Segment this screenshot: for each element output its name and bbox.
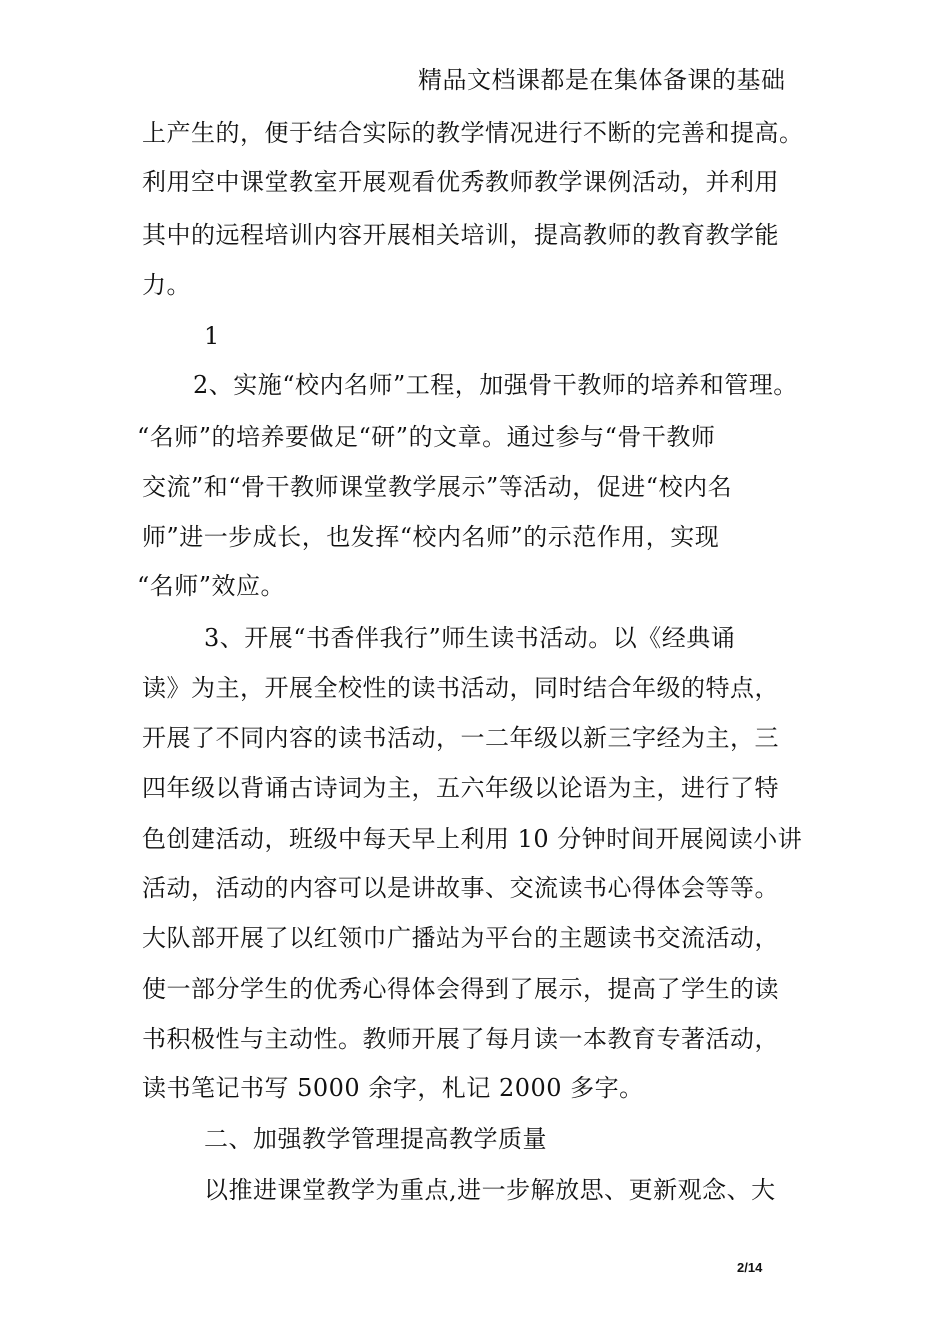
- text-line: 1: [204, 322, 220, 350]
- text-line: 2、实施“校内名师”工程，加强骨干教师的培养和管理。: [193, 371, 798, 399]
- text-line: 师”进一步成长，也发挥“校内名师”的示范作用，实现: [142, 523, 720, 551]
- text-line: 开展了不同内容的读书活动，一二年级以新三字经为主，三: [142, 724, 779, 752]
- text-line: 书积极性与主动性。教师开展了每月读一本教育专著活动，: [142, 1025, 779, 1053]
- section-heading: 二、加强教学管理提高教学质量: [204, 1125, 547, 1153]
- text-line: “名师”效应。: [137, 572, 286, 600]
- text-line: 活动，活动的内容可以是讲故事、交流读书心得体会等等。: [142, 874, 779, 902]
- text-line: 其中的远程培训内容开展相关培训，提高教师的教育教学能: [142, 221, 779, 249]
- text-line: 以推进课堂教学为重点,进一步解放思、更新观念、大: [204, 1176, 776, 1204]
- page-number: 2/14: [737, 1260, 763, 1275]
- text-line: 读书笔记书写 5000 余字，札记 2000 多字。: [142, 1074, 644, 1102]
- text-line: “名师”的培养要做足“研”的文章。通过参与“骨干教师: [137, 423, 716, 451]
- text-line: 大队部开展了以红领巾广播站为平台的主题读书交流活动，: [142, 924, 779, 952]
- text-line: 力。: [142, 271, 191, 299]
- text-line: 3、开展“书香伴我行”师生读书活动。以《经典诵: [204, 624, 736, 652]
- text-line: 利用空中课堂教室开展观看优秀教师教学课例活动，并利用: [142, 168, 779, 196]
- text-line: 四年级以背诵古诗词为主，五六年级以论语为主，进行了特: [142, 774, 779, 802]
- text-line: 上产生的，便于结合实际的教学情况进行不断的完善和提高。: [142, 119, 804, 147]
- text-line: 使一部分学生的优秀心得体会得到了展示，提高了学生的读: [142, 975, 779, 1003]
- text-line: 精品文档课都是在集体备课的基础: [418, 66, 786, 94]
- text-line: 交流”和“骨干教师课堂教学展示”等活动，促进“校内名: [142, 473, 733, 501]
- text-line: 读》为主，开展全校性的读书活动，同时结合年级的特点，: [142, 674, 779, 702]
- text-line: 色创建活动，班级中每天早上利用 10 分钟时间开展阅读小讲: [142, 825, 803, 853]
